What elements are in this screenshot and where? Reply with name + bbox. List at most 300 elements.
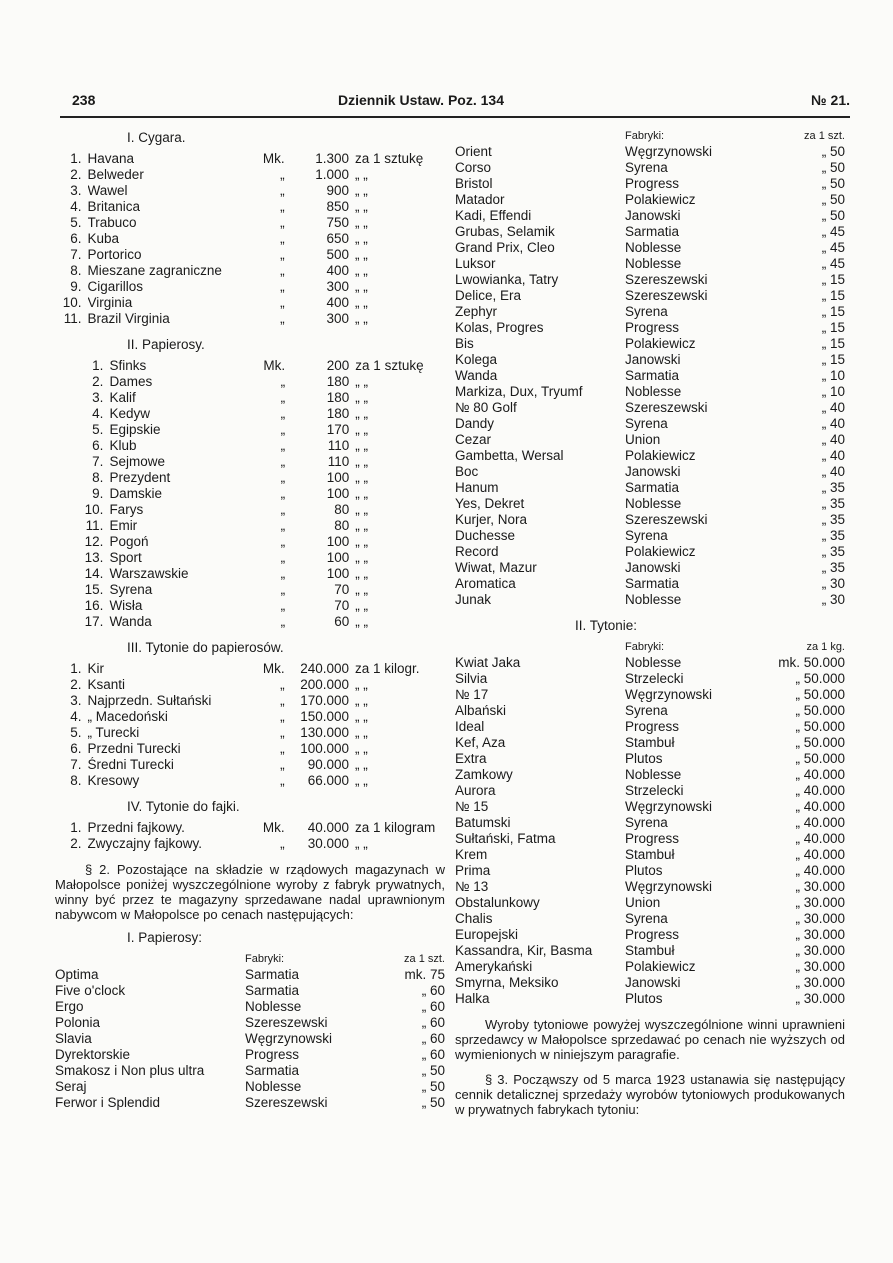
- price: „ 40.000: [795, 831, 845, 846]
- cigars-heading: I. Cygara.: [127, 130, 186, 145]
- product-name: Kolas, Progres: [455, 320, 544, 335]
- currency-mark: Mk.: [262, 820, 285, 835]
- row-number: 6.: [92, 438, 104, 453]
- currency-mark: „: [280, 215, 285, 230]
- product-row: [455, 512, 845, 528]
- row-number: 8.: [92, 470, 104, 485]
- price: „ 30.000: [795, 927, 845, 942]
- product-name: Halka: [455, 991, 490, 1006]
- price: „ 45: [821, 224, 845, 239]
- price-value: 100: [326, 534, 350, 549]
- row-number: 11.: [85, 518, 104, 533]
- price-unit: „ „: [355, 836, 368, 851]
- product-row: [455, 959, 845, 975]
- factory-name: Syrena: [625, 703, 668, 718]
- currency-mark: „: [280, 374, 286, 389]
- product-name: Sport: [109, 550, 142, 565]
- price-value: 850: [326, 199, 349, 214]
- price-row: [77, 422, 445, 438]
- row-number: 5.: [70, 215, 82, 230]
- product-name: Kwiat Jaka: [455, 655, 521, 670]
- product-name: Five o'clock: [55, 983, 126, 998]
- product-name: Wiwat, Mazur: [455, 560, 537, 575]
- price: „ 15: [821, 352, 845, 367]
- product-name: Corso: [455, 160, 492, 175]
- product-name: Kadi, Effendi: [455, 208, 532, 223]
- price-unit: „ „: [355, 199, 368, 214]
- price: „ 40: [821, 400, 845, 415]
- price-row: [77, 438, 445, 454]
- price-value: 180: [326, 374, 350, 389]
- cigars-table: [55, 151, 445, 327]
- price: „ 35: [821, 544, 845, 559]
- price-value: 30.000: [307, 836, 349, 851]
- product-name: Krem: [455, 847, 488, 862]
- product-name: Egipskie: [109, 422, 161, 437]
- currency-mark: „: [280, 725, 285, 740]
- factory-name: Syrena: [625, 160, 668, 175]
- product-name: Emir: [109, 518, 138, 533]
- row-number: 2.: [92, 374, 104, 389]
- pap2-heading: I. Papierosy:: [127, 930, 203, 945]
- product-name: „ Macedoński: [87, 709, 168, 724]
- price: „ 40.000: [795, 847, 845, 862]
- product-name: Europejski: [455, 927, 519, 942]
- price-row: [77, 566, 445, 582]
- factory-name: Polakiewicz: [625, 336, 696, 351]
- currency-mark: „: [280, 677, 285, 692]
- currency-mark: „: [280, 231, 285, 246]
- price-value: 90.000: [307, 757, 349, 772]
- price: „ 50.000: [795, 671, 845, 686]
- price: „ 30.000: [795, 879, 845, 894]
- product-name: Wisła: [109, 598, 143, 613]
- product-row: [455, 288, 845, 304]
- currency-mark: Mk.: [262, 661, 285, 676]
- price-unit: za 1 sztukę: [355, 358, 424, 373]
- factory-name: Janowski: [625, 352, 681, 367]
- price: „ 40: [821, 432, 845, 447]
- price-row: [55, 725, 445, 741]
- price: „ 30: [821, 592, 845, 607]
- currency-mark: „: [280, 502, 286, 517]
- product-row: [455, 863, 845, 879]
- currency-mark: „: [280, 247, 285, 262]
- rtyt-table: [455, 655, 845, 1007]
- price-unit: „ „: [355, 550, 369, 565]
- rtyt-col-fab: Fabryki:: [625, 641, 665, 653]
- price-row: [55, 773, 445, 789]
- price: „ 15: [821, 304, 845, 319]
- row-number: 8.: [70, 263, 82, 278]
- product-name: Slavia: [55, 1031, 92, 1046]
- factory-name: Sarmatia: [625, 576, 680, 591]
- product-name: Batumski: [455, 815, 511, 830]
- product-name: Smakosz i Non plus ultra: [55, 1063, 205, 1078]
- row-number: 4.: [92, 406, 104, 421]
- price-row: [55, 247, 445, 263]
- product-name: Duchesse: [455, 528, 516, 543]
- tobacco-cig-table: [55, 661, 445, 789]
- price-unit: „ „: [355, 693, 368, 708]
- price: „ 15: [821, 272, 845, 287]
- product-name: Ferwor i Splendid: [55, 1095, 161, 1110]
- product-name: Smyrna, Meksiko: [455, 975, 559, 990]
- price: „ 15: [821, 288, 845, 303]
- factory-name: Progress: [625, 831, 680, 846]
- price-unit: „ „: [355, 518, 369, 533]
- rpap-col-fab: Fabryki:: [625, 130, 665, 142]
- pap2-col-price: za 1 szt.: [404, 953, 445, 965]
- price-value: 40.000: [307, 820, 349, 835]
- product-name: Kedyw: [109, 406, 150, 421]
- product-name: Yes, Dekret: [455, 496, 525, 511]
- currency-mark: „: [280, 566, 286, 581]
- product-name: Aromatica: [455, 576, 516, 591]
- price-unit: „ „: [355, 470, 369, 485]
- currency-mark: „: [280, 454, 286, 469]
- price-row: [55, 757, 445, 773]
- currency-mark: Mk.: [262, 151, 285, 166]
- product-row: [455, 336, 845, 352]
- product-name: Pogoń: [109, 534, 149, 549]
- currency-mark: „: [280, 199, 285, 214]
- currency-mark: „: [280, 406, 286, 421]
- price-value: 110: [327, 454, 350, 469]
- factory-name: Plutos: [625, 991, 663, 1006]
- currency-mark: „: [280, 518, 286, 533]
- factory-name: Progress: [625, 320, 680, 335]
- product-row: [55, 999, 445, 1015]
- paragraph-a: Wyroby tytoniowe powyżej wyszczególnione winni uprawnieni sprzedawcy w Małopolsce sprzedawać po cenach nie wyższych od wymienionych w niniejszym paragrafie.: [455, 1017, 845, 1062]
- price-unit: za 1 kilogram: [355, 820, 436, 835]
- product-row: [455, 528, 845, 544]
- price-value: 100: [326, 566, 350, 581]
- price-value: 150.000: [300, 709, 349, 724]
- price-value: 100: [326, 550, 350, 565]
- product-name: Dandy: [455, 416, 495, 431]
- price: „ 35: [821, 528, 845, 543]
- product-name: Portorico: [87, 247, 142, 262]
- product-name: Ideal: [455, 719, 485, 734]
- factory-name: Noblesse: [625, 767, 682, 782]
- product-name: Havana: [87, 151, 135, 166]
- product-name: Kalif: [109, 390, 136, 405]
- price: „ 30.000: [795, 895, 845, 910]
- pipe-tobacco-table: [55, 820, 445, 852]
- header-rule: [60, 116, 850, 118]
- rtyt-heading: II. Tytonie:: [575, 618, 638, 633]
- factory-name: Węgrzynowski: [245, 1031, 333, 1046]
- factory-name: Szereszewski: [625, 272, 708, 287]
- factory-name: Union: [625, 895, 661, 910]
- price-row: [55, 279, 445, 295]
- product-name: Hanum: [455, 480, 499, 495]
- pipe-tobacco-heading: IV. Tytonie do fajki.: [127, 799, 240, 814]
- currency-mark: „: [280, 693, 285, 708]
- rpap-col-price: za 1 szt.: [804, 130, 845, 142]
- factory-name: Sarmatia: [625, 224, 680, 239]
- row-number: 3.: [92, 390, 104, 405]
- product-name: Cezar: [455, 432, 492, 447]
- product-name: Record: [455, 544, 499, 559]
- price: „ 60: [421, 1015, 445, 1030]
- price: „ 40.000: [795, 863, 845, 878]
- price-row: [55, 311, 445, 327]
- price-value: 66.000: [307, 773, 349, 788]
- price-unit: „ „: [355, 422, 369, 437]
- price: „ 35: [821, 480, 845, 495]
- price-unit: „ „: [355, 374, 369, 389]
- currency-mark: „: [280, 263, 285, 278]
- price: „ 40.000: [795, 815, 845, 830]
- price-row: [55, 709, 445, 725]
- product-name: Junak: [455, 592, 492, 607]
- factory-name: Szereszewski: [625, 400, 708, 415]
- product-name: № 80 Golf: [455, 400, 517, 415]
- factory-name: Union: [625, 432, 661, 447]
- factory-name: Progress: [625, 719, 680, 734]
- price-unit: „ „: [355, 311, 368, 326]
- product-row: [55, 1095, 445, 1111]
- price-unit: „ „: [355, 725, 368, 740]
- row-number: 13.: [84, 550, 104, 565]
- factory-name: Węgrzynowski: [625, 879, 713, 894]
- factory-name: Szereszewski: [625, 288, 708, 303]
- price: „ 40: [821, 416, 845, 431]
- price: „ 30.000: [795, 943, 845, 958]
- price-value: 180: [326, 406, 350, 421]
- product-name: Kassandra, Kir, Basma: [455, 943, 593, 958]
- price-unit: „ „: [355, 438, 369, 453]
- price-value: 750: [326, 215, 349, 230]
- price-value: 400: [326, 263, 349, 278]
- product-row: [55, 983, 445, 999]
- product-name: Delice, Era: [455, 288, 522, 303]
- price-unit: za 1 kilogr.: [355, 661, 420, 676]
- price-value: 70: [334, 598, 350, 613]
- price: „ 45: [821, 256, 845, 271]
- product-row: [455, 592, 845, 608]
- product-name: Średni Turecki: [87, 757, 174, 772]
- product-row: [455, 560, 845, 576]
- product-row: [455, 943, 845, 959]
- factory-name: Noblesse: [625, 655, 682, 670]
- price: „ 40: [821, 448, 845, 463]
- factory-name: Szereszewski: [245, 1095, 328, 1110]
- product-name: Amerykański: [455, 959, 533, 974]
- price-unit: „ „: [355, 231, 368, 246]
- factory-name: Noblesse: [625, 240, 682, 255]
- right-column: [455, 128, 845, 1121]
- row-number: 6.: [70, 741, 82, 756]
- price-row: [55, 167, 445, 183]
- price-row: [55, 151, 445, 167]
- factory-name: Progress: [625, 176, 680, 191]
- product-row: [455, 400, 845, 416]
- product-name: Kolega: [455, 352, 498, 367]
- product-row: [455, 304, 845, 320]
- product-name: Prezydent: [109, 470, 171, 485]
- factory-name: Polakiewicz: [625, 544, 696, 559]
- currency-mark: „: [280, 598, 286, 613]
- price-value: 180: [326, 390, 350, 405]
- price-row: [77, 470, 445, 486]
- price-row: [55, 677, 445, 693]
- product-name: Bis: [455, 336, 474, 351]
- row-number: 4.: [70, 199, 82, 214]
- factory-name: Janowski: [625, 975, 681, 990]
- product-row: [455, 767, 845, 783]
- product-name: Obstalunkowy: [455, 895, 540, 910]
- product-name: Klub: [109, 438, 137, 453]
- product-row: [55, 1015, 445, 1031]
- price-value: 100.000: [300, 741, 349, 756]
- product-row: [55, 967, 445, 983]
- currency-mark: „: [280, 279, 285, 294]
- product-row: [455, 464, 845, 480]
- factory-name: Noblesse: [245, 999, 302, 1014]
- factory-name: Janowski: [625, 560, 681, 575]
- price: „ 50: [821, 192, 845, 207]
- product-name: „ Turecki: [87, 725, 140, 740]
- product-name: Kir: [87, 661, 105, 676]
- row-number: 2.: [70, 677, 82, 692]
- price-value: 300: [326, 311, 349, 326]
- product-name: Matador: [455, 192, 505, 207]
- price: „ 60: [421, 983, 445, 998]
- product-name: Farys: [109, 502, 144, 517]
- price-row: [77, 518, 445, 534]
- price-unit: „ „: [355, 582, 369, 597]
- price-unit: „ „: [355, 566, 369, 581]
- product-row: [455, 544, 845, 560]
- row-number: 1.: [70, 151, 82, 166]
- price-unit: „ „: [355, 677, 368, 692]
- currency-mark: „: [280, 534, 286, 549]
- price: „ 40: [821, 464, 845, 479]
- product-name: Lwowianka, Tatry: [455, 272, 559, 287]
- pap2-col-fab: Fabryki:: [245, 953, 285, 965]
- product-row: [455, 927, 845, 943]
- factory-name: Szereszewski: [625, 512, 708, 527]
- price-value: 100: [326, 470, 350, 485]
- product-name: Belweder: [87, 167, 144, 182]
- factory-name: Plutos: [625, 751, 663, 766]
- product-row: [455, 368, 845, 384]
- price-value: 240.000: [300, 661, 349, 676]
- product-row: [455, 671, 845, 687]
- price: „ 10: [821, 368, 845, 383]
- product-row: [455, 208, 845, 224]
- price-value: 110: [327, 438, 350, 453]
- price-row: [77, 550, 445, 566]
- price-unit: „ „: [355, 502, 369, 517]
- row-number: 3.: [70, 693, 82, 708]
- product-name: Trabuco: [87, 215, 137, 230]
- product-row: [455, 655, 845, 671]
- factory-name: Sarmatia: [245, 983, 300, 998]
- product-name: Prima: [455, 863, 491, 878]
- product-name: Damskie: [109, 486, 162, 501]
- product-row: [455, 496, 845, 512]
- currency-mark: „: [280, 709, 285, 724]
- price-unit: „ „: [355, 614, 369, 629]
- price: „ 60: [421, 1047, 445, 1062]
- product-row: [455, 576, 845, 592]
- price-unit: „ „: [355, 454, 369, 469]
- price-value: 900: [326, 183, 349, 198]
- factory-name: Progress: [245, 1047, 300, 1062]
- price: „ 50.000: [795, 751, 845, 766]
- price: „ 10: [821, 384, 845, 399]
- product-name: Ksanti: [87, 677, 126, 692]
- product-row: [455, 831, 845, 847]
- product-row: [55, 1031, 445, 1047]
- product-name: Bristol: [455, 176, 493, 191]
- cigarettes-heading: II. Papierosy.: [127, 337, 205, 352]
- price-value: 300: [326, 279, 349, 294]
- rpap-table: [455, 144, 845, 608]
- product-row: [455, 991, 845, 1007]
- rtyt-col-price: za 1 kg.: [806, 641, 845, 653]
- row-number: 7.: [70, 757, 82, 772]
- factory-name: Strzelecki: [625, 783, 684, 798]
- price-value: 100: [326, 486, 350, 501]
- page-header: [60, 92, 850, 114]
- factory-name: Syrena: [625, 528, 668, 543]
- price-value: 200.000: [300, 677, 349, 692]
- currency-mark: „: [280, 422, 286, 437]
- product-row: [455, 879, 845, 895]
- product-row: [455, 448, 845, 464]
- factory-name: Janowski: [625, 464, 681, 479]
- product-row: [455, 224, 845, 240]
- product-row: [455, 735, 845, 751]
- product-name: Sfinks: [109, 358, 147, 373]
- product-name: Najprzedn. Sułtański: [87, 693, 212, 708]
- product-row: [455, 192, 845, 208]
- price: „ 50: [821, 176, 845, 191]
- currency-mark: „: [280, 741, 285, 756]
- product-name: № 17: [455, 687, 489, 702]
- price: „ 30.000: [795, 975, 845, 990]
- price-unit: za 1 sztukę: [355, 151, 424, 166]
- product-name: Seraj: [55, 1079, 87, 1094]
- price: „ 40.000: [795, 783, 845, 798]
- product-row: [455, 687, 845, 703]
- price-unit: „ „: [355, 709, 368, 724]
- price: „ 60: [421, 1031, 445, 1046]
- price-unit: „ „: [355, 167, 368, 182]
- product-row: [455, 719, 845, 735]
- price-row: [55, 215, 445, 231]
- price-row: [55, 295, 445, 311]
- product-name: Grubas, Selamik: [455, 224, 555, 239]
- product-row: [455, 432, 845, 448]
- row-number: 1.: [70, 661, 82, 676]
- price-value: 1.000: [315, 167, 349, 182]
- currency-mark: „: [280, 582, 286, 597]
- price: „ 30: [821, 576, 845, 591]
- price-row: [77, 502, 445, 518]
- rpap-col-header: [455, 128, 845, 144]
- row-number: 6.: [70, 231, 82, 246]
- product-name: Orient: [455, 144, 492, 159]
- issue-number: № 21.: [811, 92, 850, 108]
- row-number: 5.: [70, 725, 82, 740]
- price-value: 130.000: [300, 725, 349, 740]
